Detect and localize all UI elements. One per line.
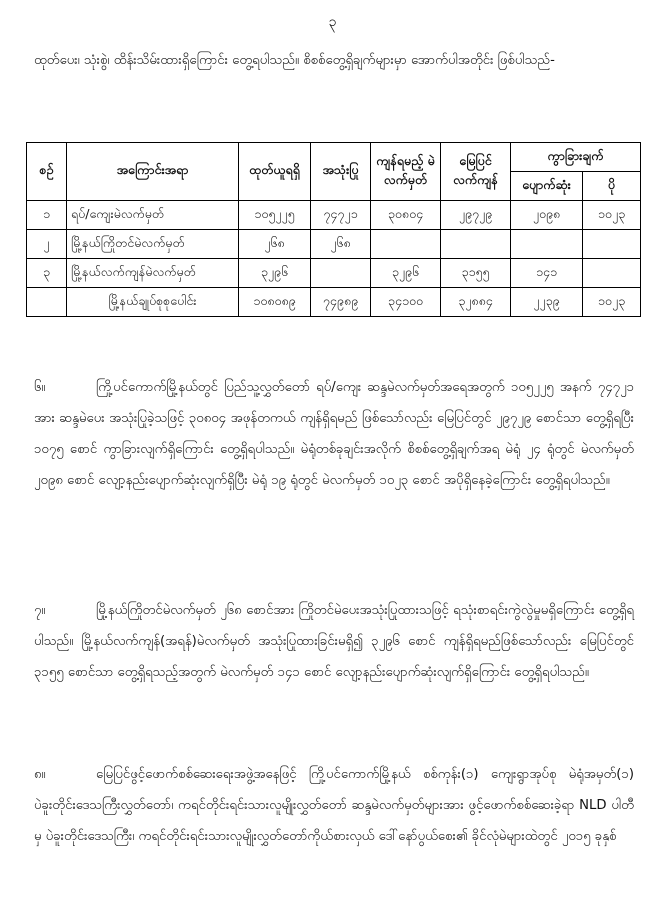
cell-no-empty [27, 288, 67, 317]
paragraph-text: မြေပြင်ဖွင့်ဖောက်စစ်ဆေးရေးအဖွဲ့အနေဖြင့် ကြို့ပင်ကောက်မြို့နယ် စစ်ကုန်း(၁) ကျေးရွာအုပ်စု မဲရုံအမှတ်(၁) ပဲခူးတိုင်းဒေသကြီးလွှတ်တော်၊ ကရင်တိုင်းရင်းသားလူမျိုးလွှတ်တော် ဆန္ဒမဲလက်မှတ်များအား ဖွင့်ဖောက်စစ်ဆေးခဲ့ရာ NLD ပါတီမှ ပဲခူးတိုင်းဒေသကြီး၊ ကရင်တိုင်းရင်းသားလူမျိုးလွှတ်တော်ကိုယ်စားလှယ် ဒေါ်နော်ပွယ်စေး၏ ခိုင်လုံမဲများထဲတွင် ၂၀၁၅ ခုနှစ် [34, 767, 634, 844]
cell-no: ၂ [27, 230, 67, 259]
header-no: စဉ် [27, 143, 67, 201]
cell-excess [583, 259, 641, 288]
cell-item: မြို့နယ်ကြိုတင်မဲလက်မှတ် [67, 230, 239, 259]
total-actual: ၃၂၈၈၄ [441, 288, 511, 317]
header-used: အသုံးပြု [311, 143, 371, 201]
cell-issued: ၁၀၅၂၂၅ [239, 201, 311, 230]
page-number: ၃ [328, 14, 337, 30]
cell-used [311, 259, 371, 288]
paragraph-number: ၆။ [34, 380, 46, 395]
table-total-row [27, 288, 641, 317]
cell-remaining: ၃၀၈၀၄ [371, 201, 441, 230]
cell-no: ၁ [27, 201, 67, 230]
cell-no: ၃ [27, 259, 67, 288]
total-used: ၇၄၉၈၉ [311, 288, 371, 317]
paragraph-7 [34, 595, 634, 688]
cell-item: မြို့နယ်လက်ကျန်မဲလက်မှတ် [67, 259, 239, 288]
cell-used: ၇၄၇၂၁ [311, 201, 371, 230]
cell-item: ရပ်/ကျေးမဲလက်မှတ် [67, 201, 239, 230]
header-issued: ထုတ်ယူရရှိ [239, 143, 311, 201]
header-remaining: ကျန်ရမည့် မဲလက်မှတ် [371, 143, 441, 201]
cell-excess: ၁၀၂၃ [583, 201, 641, 230]
header-actual: မြေပြင် လက်ကျန် [441, 143, 511, 201]
intro-paragraph: ထုတ်ပေး၊ သုံးစွဲ၊ ထိန်းသိမ်းထားရှိကြောင်း တွေ့ရပါသည်။ စိစစ်တွေ့ရှိချက်များမှာ အောက်ပါအတိုင်း ဖြစ်ပါသည်- [34, 53, 555, 68]
ballot-summary-table [26, 142, 641, 317]
table-row [27, 259, 641, 288]
table-row [27, 230, 641, 259]
table-row [27, 201, 641, 230]
cell-lost: ၁၄၁ [511, 259, 583, 288]
total-label: မြို့နယ်ချုပ်စုစုပေါင်း [67, 288, 239, 317]
cell-issued: ၂၆၈ [239, 230, 311, 259]
cell-actual: ၃၁၅၅ [441, 259, 511, 288]
cell-remaining: ၃၂၉၆ [371, 259, 441, 288]
paragraph-number: ၇။ [34, 603, 46, 618]
cell-remaining [371, 230, 441, 259]
total-remaining: ၃၄၁၀၀ [371, 288, 441, 317]
cell-lost: ၂၀၉၈ [511, 201, 583, 230]
cell-excess [583, 230, 641, 259]
total-lost: ၂၂၃၉ [511, 288, 583, 317]
header-lost: ပျောက်ဆုံး [511, 172, 583, 201]
paragraph-text: မြို့နယ်ကြိုတင်မဲလက်မှတ် ၂၆၈ စောင်အား ကြိုတင်မဲပေးအသုံးပြုထားသဖြင့် ရသုံးစာရင်းကွဲလွဲမှုမရှိကြောင်း တွေ့ရှိရပါသည်။ မြို့နယ်လက်ကျန်(အရန်)မဲလက်မှတ် အသုံးပြုထားခြင်းမရှိ၍ ၃၂၉၆ စောင် ကျန်ရှိရမည်ဖြစ်သော်လည်း မြေပြင်တွင် ၃၁၅၅ စောင်သာ တွေ့ရှိရသည့်အတွက် မဲလက်မှတ် ၁၄၁ စောင် လျော့နည်းပျောက်ဆုံးလျက်ရှိကြောင်း တွေ့ရှိရပါသည်။ [34, 603, 634, 680]
cell-lost [511, 230, 583, 259]
cell-issued: ၃၂၉၆ [239, 259, 311, 288]
header-difference: ကွာခြားချက် [511, 143, 641, 172]
total-excess: ၁၀၂၃ [583, 288, 641, 317]
paragraph-8 [34, 759, 634, 852]
table-header-row [27, 143, 641, 172]
header-excess: ပို [583, 172, 641, 201]
cell-used: ၂၆၈ [311, 230, 371, 259]
cell-actual [441, 230, 511, 259]
paragraph-text: ကြို့ပင်ကောက်မြို့နယ်တွင် ပြည်သူ့လွှတ်တော် ရပ်/ကျေး ဆန္ဒမဲလက်မှတ်အရေအတွက် ၁၀၅၂၂၅ အနက် ၇၄၇၂၁ အား ဆန္ဒမဲပေး အသုံးပြုခဲ့သဖြင့် ၃၀၈၀၄ အဖုန်တကယ် ကျန်ရှိရမည် ဖြစ်သော်လည်း မြေပြင်တွင် ၂၉၇၂၉ စောင်သာ တွေ့ရှိရပြီး ၁၀၇၅ စောင် ကွာခြားလျက်ရှိကြောင်း တွေ့ရှိရပါသည်။ မဲရုံတစ်ခုချင်းအလိုက် စိစစ်တွေ့ရှိချက်အရ မဲရုံ ၂၄ ရုံတွင် မဲလက်မှတ် ၂၀၉၈ စောင် လျော့နည်းပျောက်ဆုံးလျက်ရှိပြီး မဲရုံ ၁၉ ရုံတွင် မဲလက်မှတ် ၁၀၂၃ စောင် အပိုရှိနေခဲ့ကြောင်း တွေ့ရှိရပါသည်။ [34, 380, 634, 488]
total-issued: ၁၀၈၀၈၉ [239, 288, 311, 317]
cell-actual: ၂၉၇၂၉ [441, 201, 511, 230]
header-item: အကြောင်းအရာ [67, 143, 239, 201]
paragraph-6 [34, 372, 634, 496]
paragraph-number: ၈။ [34, 767, 46, 782]
